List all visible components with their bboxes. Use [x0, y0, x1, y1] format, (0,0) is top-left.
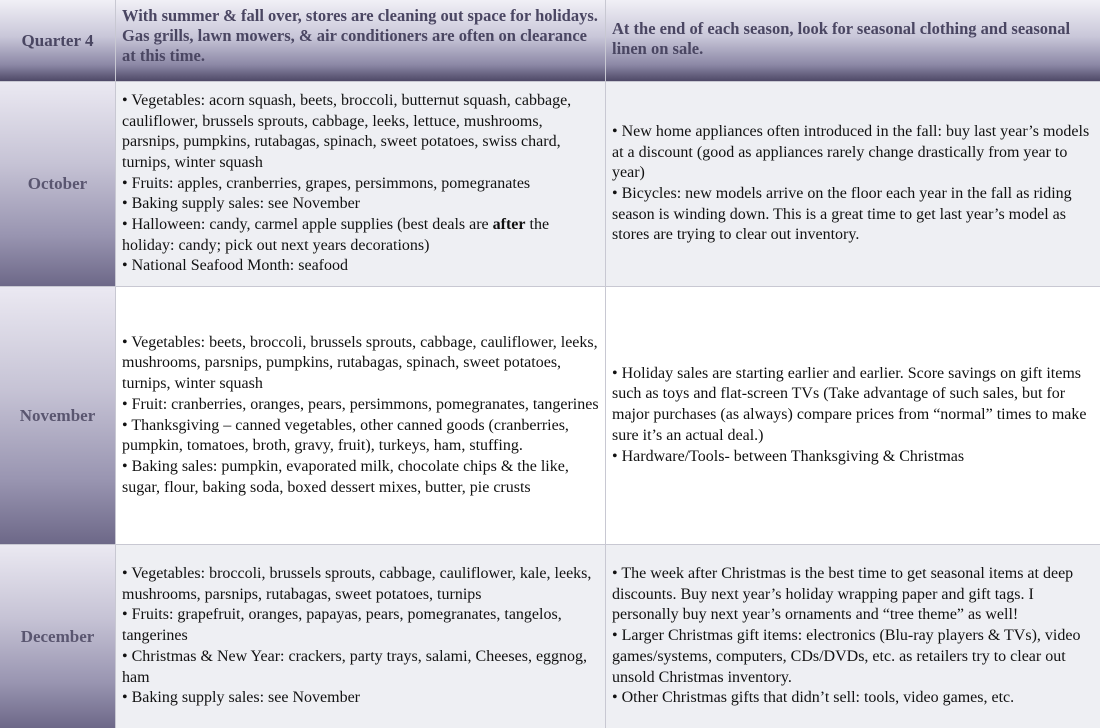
list-item: • Baking supply sales: see November: [122, 689, 360, 707]
october-goods-cell: [606, 82, 1100, 286]
december-food-cell: [116, 545, 606, 728]
halloween-text-start: • Halloween: candy, carmel apple supplies (best deals are: [122, 216, 493, 234]
list-item: • Fruit: cranberries, oranges, pears, persimmons, pomegranates, tangerines: [122, 395, 599, 413]
october-food-cell: [116, 82, 606, 286]
header-food-note: With summer & fall over, stores are cleaning out space for holidays. Gas grills, lawn mowers, & air conditioners are often on clearance at this time.: [116, 0, 606, 81]
halloween-emphasis: after: [492, 216, 526, 234]
halloween-text-end: the holiday: candy; pick out next years decorations): [122, 216, 550, 254]
month-label-december: December: [0, 545, 116, 728]
table-row-october: [0, 82, 1100, 287]
list-item: • National Seafood Month: seafood: [122, 257, 348, 275]
header-goods-note: At the end of each season, look for seasonal clothing and seasonal linen on sale.: [606, 0, 1100, 81]
list-item: • Vegetables: broccoli, brussels sprouts, cabbage, cauliflower, kale, leeks, mushrooms, parsnips, rutabagas, sweet potatoes, turnips: [122, 565, 592, 603]
list-item: • Fruits: grapefruit, oranges, papayas, pears, pomegranates, tangelos, tangerines: [122, 606, 562, 645]
table-row-december: [0, 545, 1100, 728]
list-item: • Larger Christmas gift items: electronics (Blu-ray players & TVs), video games/systems, computers, CDs/DVDs, etc. as retailers try to clear out unsold Christmas inventory.: [612, 627, 1081, 686]
list-item: • Bicycles: new models arrive on the floor each year in the fall as riding season is winding down. This is a great time to get last year’s model as stores are trying to clear out inventory.: [612, 185, 1072, 244]
table-header-row: [0, 0, 1100, 82]
list-item: • Baking sales: pumpkin, evaporated milk, chocolate chips & the like, sugar, flour, baking soda, boxed dessert mixes, butter, pie crusts: [122, 457, 569, 496]
december-goods-cell: [606, 545, 1100, 728]
list-item: • Christmas & New Year: crackers, party trays, salami, Cheeses, eggnog, ham: [122, 647, 588, 686]
list-item: • Vegetables: acorn squash, beets, broccoli, butternut squash, cabbage, cauliflower, brussels sprouts, cabbage, leeks, lettuce, mushrooms, parsnips, pumpkins, rutabagas, spinach, sweet potatoes, swiss chard, turnips, winter squash: [122, 91, 572, 171]
quarter-label: Quarter 4: [0, 0, 116, 81]
november-food-cell: [116, 287, 606, 544]
list-item: • Hardware/Tools- between Thanksgiving & Christmas: [612, 447, 965, 465]
november-goods-cell: [606, 287, 1100, 544]
month-label-october: October: [0, 82, 116, 286]
list-item: • New home appliances often introduced in the fall: buy last year’s models at a discount (good as appliances rarely change drastically from year to year): [612, 122, 1090, 182]
list-item: • Fruits: apples, cranberries, grapes, persimmons, pomegranates: [122, 174, 531, 192]
month-label-november: November: [0, 287, 116, 544]
list-item: • Thanksgiving – canned vegetables, other canned goods (cranberries, pumpkin, tomatoes, broth, gravy, fruit), turkeys, ham, stuffing.: [122, 416, 569, 455]
list-item: • Other Christmas gifts that didn’t sell: tools, video games, etc.: [612, 689, 1015, 707]
list-item: • Vegetables: beets, broccoli, brussels sprouts, cabbage, cauliflower, leeks, mushrooms, parsnips, pumpkins, rutabagas, spinach, sweet potatoes, turnips, winter squash: [122, 333, 598, 393]
list-item: • The week after Christmas is the best time to get seasonal items at deep discounts. Buy next year’s holiday wrapping paper and gift tags. I personally buy next year’s ornaments and “tree theme” as well!: [612, 565, 1074, 624]
list-item: • Holiday sales are starting earlier and earlier. Score savings on gift items such as toys and flat-screen TVs (Take advantage of such sales, but for major purchases (as always) compare prices from “normal” times to make sure it’s an actual deal.): [612, 364, 1087, 444]
list-item: • Baking supply sales: see November: [122, 195, 360, 213]
table-row-november: [0, 287, 1100, 545]
list-item-halloween: [122, 215, 599, 256]
